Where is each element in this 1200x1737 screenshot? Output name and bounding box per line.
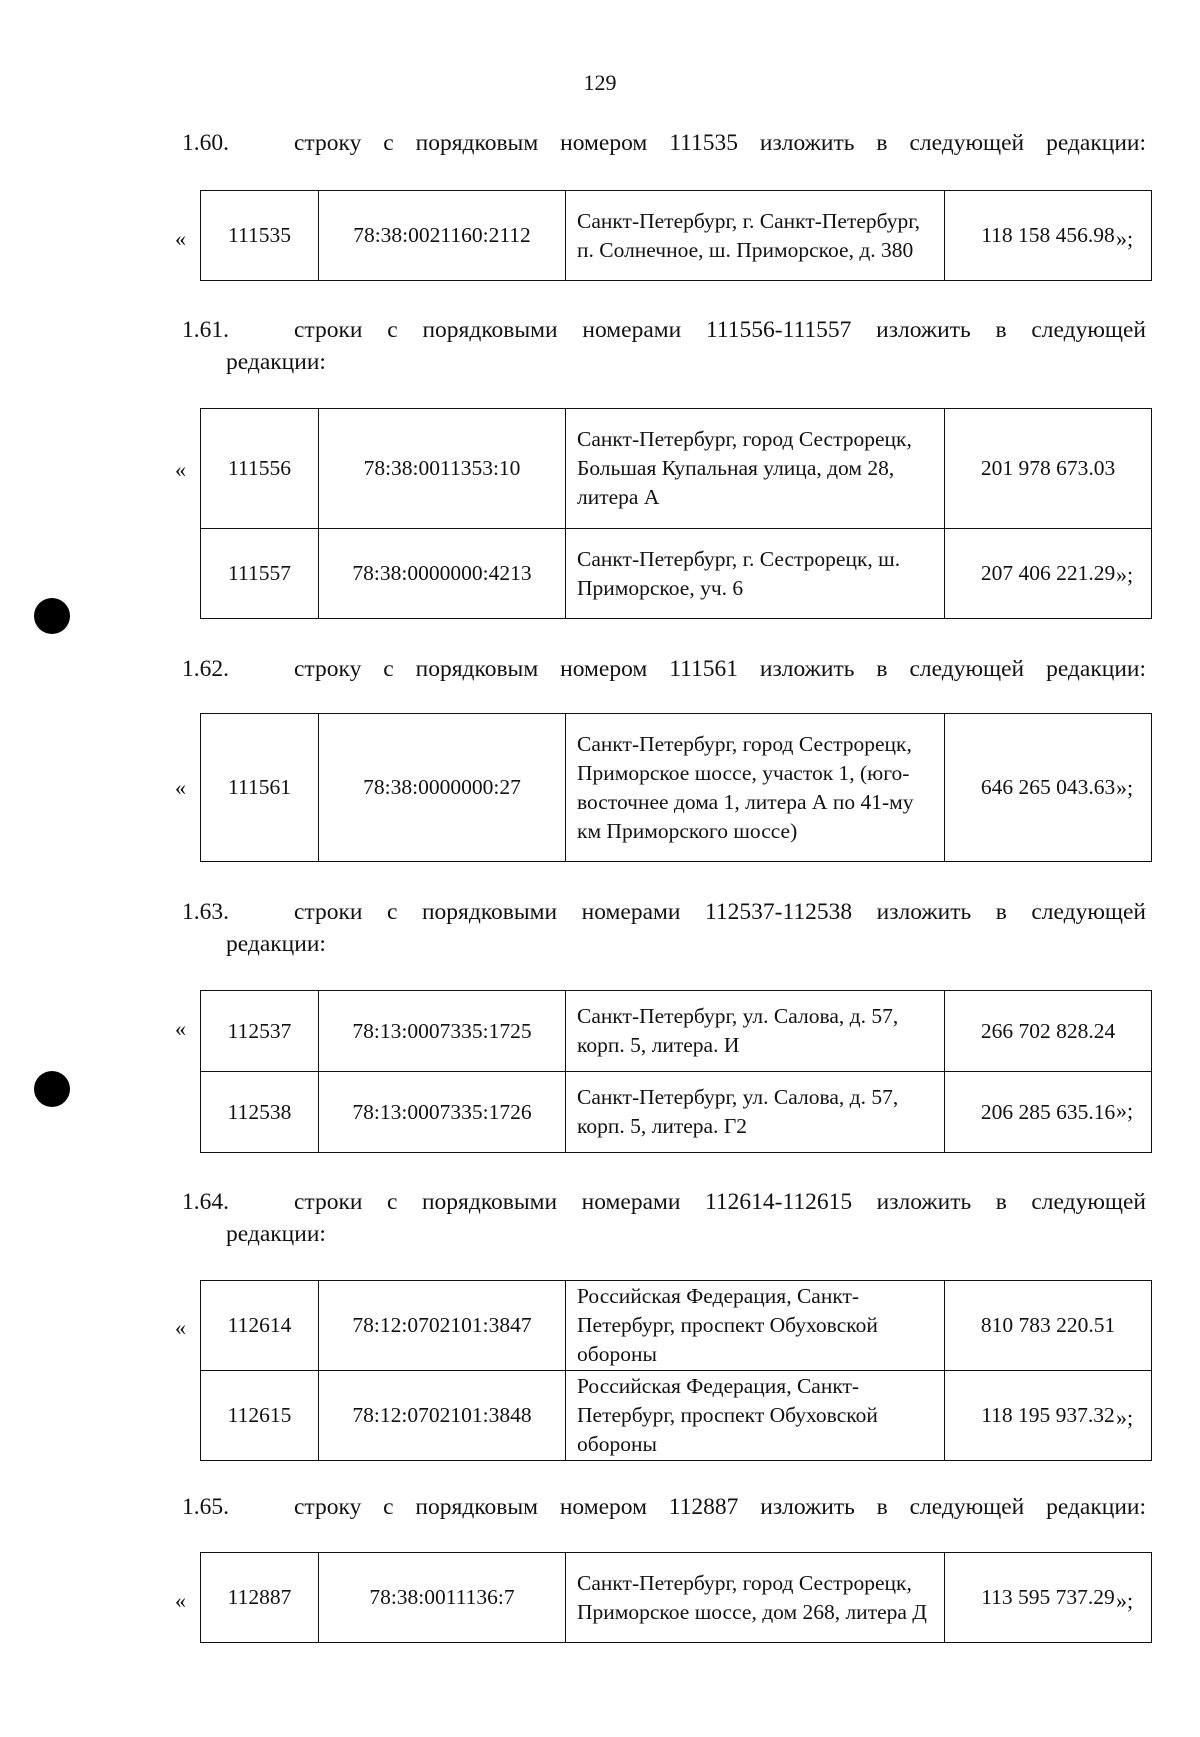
cadastral-value: 266 702 828.24 [945, 991, 1152, 1072]
cadastral-number: 78:38:0011353:10 [319, 409, 566, 529]
record-table-1-65 [200, 1552, 1152, 1643]
section-number: 1.60. [182, 130, 229, 156]
table-row [201, 714, 1152, 862]
cadastral-number: 78:13:0007335:1726 [319, 1072, 566, 1153]
cadastral-value: 118 158 456.98 [945, 191, 1152, 281]
section-number: 1.64. [182, 1189, 229, 1215]
open-quote: « [175, 1016, 186, 1041]
row-id: 112614 [201, 1281, 319, 1371]
section-number: 1.61. [182, 317, 229, 343]
open-quote: « [175, 775, 186, 800]
close-quote: »; [1116, 1588, 1134, 1613]
address: Санкт-Петербург, г. Сестрорецк, ш. Приморское, уч. 6 [566, 529, 945, 619]
cadastral-number: 78:38:0000000:4213 [319, 529, 566, 619]
address: Санкт-Петербург, ул. Салова, д. 57, корп. 5, литера. Г2 [566, 1072, 945, 1153]
cadastral-value: 810 783 220.51 [945, 1281, 1152, 1371]
cadastral-value: 201 978 673.03 [945, 409, 1152, 529]
row-id: 111561 [201, 714, 319, 862]
record-table-1-63 [200, 990, 1152, 1153]
cadastral-value: 118 195 937.32 [945, 1371, 1152, 1461]
cadastral-number: 78:12:0702101:3847 [319, 1281, 566, 1371]
table-row [201, 1281, 1152, 1371]
section-number: 1.65. [182, 1494, 229, 1520]
record-table-1-61 [200, 408, 1152, 619]
record-table-1-62 [200, 713, 1152, 862]
cadastral-value: 207 406 221.29 [945, 529, 1152, 619]
address: Санкт-Петербург, город Сестрорецк, Приморское шоссе, дом 268, литера Д [566, 1553, 945, 1643]
close-quote: »; [1116, 562, 1134, 587]
address: Санкт-Петербург, город Сестрорецк, Большая Купальная улица, дом 28, литера А [566, 409, 945, 529]
address: Санкт-Петербург, г. Санкт-Петербург, п. Солнечное, ш. Приморское, д. 380 [566, 191, 945, 281]
cadastral-number: 78:38:0011136:7 [319, 1553, 566, 1643]
binder-hole-dot [34, 1071, 70, 1107]
row-id: 112537 [201, 991, 319, 1072]
section-text-continued: редакции: [226, 931, 326, 957]
section-text: строки с порядковыми номерами 111556-111557 изложить в следующей [294, 317, 1146, 343]
cadastral-value: 206 285 635.16 [945, 1072, 1152, 1153]
table-row [201, 1553, 1152, 1643]
record-table-1-60 [200, 190, 1152, 281]
record-table-1-64 [200, 1280, 1152, 1461]
page-number: 129 [583, 70, 617, 95]
row-id: 112887 [201, 1553, 319, 1643]
cadastral-number: 78:13:0007335:1725 [319, 991, 566, 1072]
address: Санкт-Петербург, ул. Салова, д. 57, корп. 5, литера. И [566, 991, 945, 1072]
address: Российская Федерация, Санкт-Петербург, проспект Обуховской обороны [566, 1371, 945, 1461]
cadastral-value: 113 595 737.29 [945, 1553, 1152, 1643]
table-row [201, 409, 1152, 529]
row-id: 111556 [201, 409, 319, 529]
table-row [201, 1072, 1152, 1153]
cadastral-number: 78:38:0021160:2112 [319, 191, 566, 281]
section-text: строку с порядковым номером 112887 изложить в следующей редакции: [294, 1494, 1146, 1520]
section-number: 1.62. [182, 656, 229, 682]
open-quote: « [175, 1588, 186, 1613]
binder-hole-dot [34, 598, 70, 634]
open-quote: « [175, 457, 186, 482]
address: Российская Федерация, Санкт-Петербург, проспект Обуховской обороны [566, 1281, 945, 1371]
row-id: 112538 [201, 1072, 319, 1153]
table-row [201, 529, 1152, 619]
close-quote: »; [1116, 1098, 1134, 1123]
section-text: строки с порядковыми номерами 112614-112615 изложить в следующей [294, 1189, 1146, 1215]
open-quote: « [175, 1315, 186, 1340]
table-row [201, 1371, 1152, 1461]
cadastral-value: 646 265 043.63 [945, 714, 1152, 862]
section-text: строки с порядковыми номерами 112537-112538 изложить в следующей [294, 899, 1146, 925]
open-quote: « [175, 226, 186, 251]
row-id: 111557 [201, 529, 319, 619]
section-text: строку с порядковым номером 111561 изложить в следующей редакции: [294, 656, 1146, 682]
section-text-continued: редакции: [226, 349, 326, 375]
address: Санкт-Петербург, город Сестрорецк, Приморское шоссе, участок 1, (юго-восточнее дома 1, литера А по 41-му км Приморского шоссе) [566, 714, 945, 862]
close-quote: »; [1116, 1405, 1134, 1430]
row-id: 111535 [201, 191, 319, 281]
section-text-continued: редакции: [226, 1221, 326, 1247]
row-id: 112615 [201, 1371, 319, 1461]
cadastral-number: 78:12:0702101:3848 [319, 1371, 566, 1461]
cadastral-number: 78:38:0000000:27 [319, 714, 566, 862]
close-quote: »; [1116, 775, 1134, 800]
section-text: строку с порядковым номером 111535 изложить в следующей редакции: [294, 130, 1146, 156]
close-quote: »; [1116, 226, 1134, 251]
table-row [201, 991, 1152, 1072]
section-number: 1.63. [182, 899, 229, 925]
table-row [201, 191, 1152, 281]
